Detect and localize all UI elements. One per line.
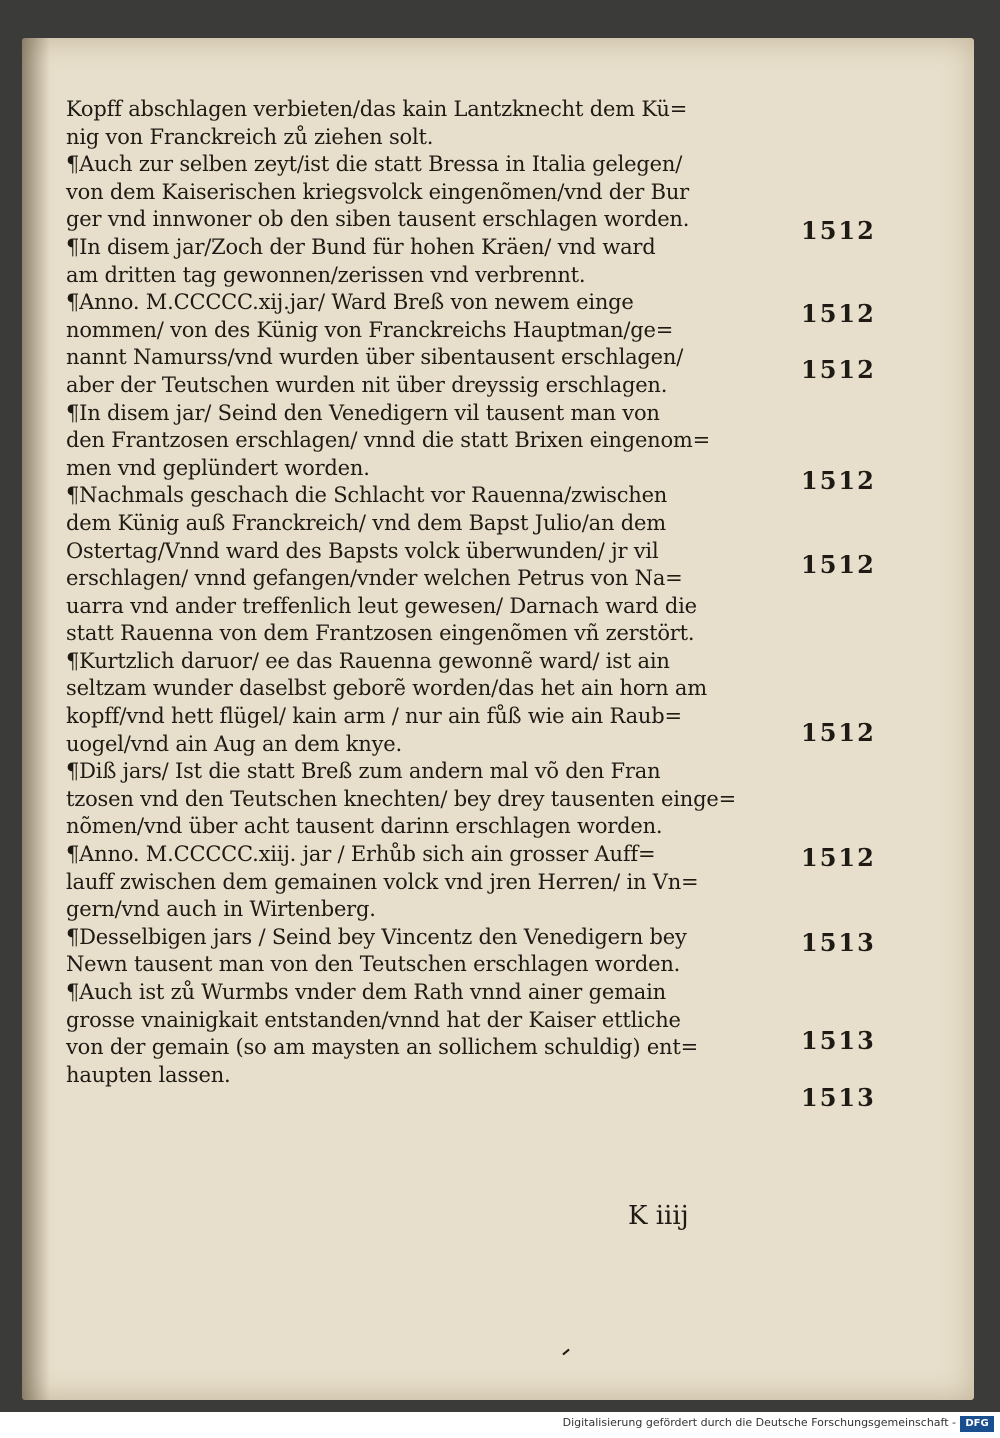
text-line: men vnd geplündert worden. <box>66 455 370 480</box>
margin-year: 1512 <box>801 466 876 495</box>
text-line: ¶Desselbigen jars / Seind bey Vincentz den Venedigern bey <box>66 924 687 949</box>
book-page <box>22 38 974 1400</box>
text-line: lauff zwischen dem gemainen volck vnd jren Herren/ in Vn= <box>66 869 699 894</box>
ink-speck <box>562 1349 569 1356</box>
text-line: von der gemain (so am maysten an sollichem schuldig) ent= <box>66 1035 699 1060</box>
text-line: Ostertag/Vnnd ward des Bapsts volck überwunden/ jr vil <box>66 538 659 563</box>
text-line: grosse vnainigkait entstanden/vnnd hat der Kaiser ettliche <box>66 1007 681 1032</box>
text-line: Kopff abschlagen verbieten/das kain Lantzknecht dem Kü= <box>66 97 688 121</box>
margin-year: 1512 <box>801 216 876 245</box>
dfg-logo: DFG <box>960 1416 994 1432</box>
footer-bar <box>0 1412 1000 1438</box>
text-line: nig von Franckreich zů ziehen solt. <box>66 124 434 149</box>
text-line: ¶Anno. M.CCCCC.xij.jar/ Ward Breß von newem einge <box>66 290 634 315</box>
text-line: statt Rauenna von dem Frantzosen eingenõmen vñ zerstört. <box>66 621 695 646</box>
text-line: ¶Auch ist zů Wurmbs vnder dem Rath vnnd ainer gemain <box>66 980 666 1004</box>
text-line: kopff/vnd hett flügel/ kain arm / nur ain fůß wie ain Raub= <box>66 704 682 729</box>
text-line: ¶In disem jar/Zoch der Bund für hohen Kräen/ vnd ward <box>66 234 656 259</box>
text-line: nommen/ von des Künig von Franckreichs Hauptman/ge= <box>66 317 674 342</box>
text-line: tzosen vnd den Teutschen knechten/ bey drey tausenten einge= <box>66 786 736 811</box>
margin-year: 1513 <box>801 928 876 957</box>
text-line: den Frantzosen erschlagen/ vnnd die statt Brixen eingenom= <box>66 428 711 453</box>
margin-year: 1513 <box>801 1026 876 1055</box>
page-gutter-shadow <box>22 38 50 1400</box>
text-line: ger vnd innwoner ob den siben tausent erschlagen worden. <box>66 207 690 232</box>
text-line: von dem Kaiserischen kriegsvolck eingenõmen/vnd der Bur <box>66 179 689 204</box>
text-line: haupten lassen. <box>66 1062 231 1087</box>
text-line: nannt Namurss/vnd wurden über sibentausent erschlagen/ <box>66 345 684 370</box>
text-line: dem Künig auß Franckreich/ vnd dem Bapst Julio/an dem <box>66 510 666 535</box>
margin-year: 1513 <box>801 1083 876 1112</box>
margin-year: 1512 <box>801 843 876 872</box>
text-line: erschlagen/ vnnd gefangen/vnder welchen Petrus von Na= <box>66 566 683 591</box>
margin-year: 1512 <box>801 355 876 384</box>
text-line: uogel/vnd ain Aug an dem knye. <box>66 731 402 756</box>
margin-year: 1512 <box>801 718 876 747</box>
margin-year: 1512 <box>801 550 876 579</box>
text-line: ¶Nachmals geschach die Schlacht vor Rauenna/zwischen <box>66 483 668 508</box>
text-line: aber der Teutschen wurden nit über dreyssig erschlagen. <box>66 372 668 397</box>
text-line: ¶Kurtzlich daruor/ ee das Rauenna gewonnẽ ward/ ist ain <box>66 648 670 673</box>
text-line: am dritten tag gewonnen/zerissen vnd verbrennt. <box>66 262 586 287</box>
text-block <box>66 96 796 1089</box>
text-line: uarra vnd ander treffenlich leut gewesen/ Darnach ward die <box>66 593 697 618</box>
text-line: ¶In disem jar/ Seind den Venedigern vil tausent man von <box>66 400 660 425</box>
text-line: seltzam wunder daselbst geborẽ worden/das het ain horn am <box>66 676 707 701</box>
funding-credit: Digitalisierung gefördert durch die Deutsche Forschungsgemeinschaft - <box>562 1416 956 1429</box>
text-line: ¶Diß jars/ Ist die statt Breß zum andern mal võ den Fran <box>66 759 661 784</box>
text-line: nõmen/vnd über acht tausent darinn erschlagen worden. <box>66 814 663 839</box>
text-line: ¶Auch zur selben zeyt/ist die statt Bressa in Italia gelegen/ <box>66 152 683 177</box>
text-line: gern/vnd auch in Wirtenberg. <box>66 897 376 922</box>
text-line: ¶Anno. M.CCCCC.xiij. jar / Erhůb sich ain grosser Auff= <box>66 842 656 867</box>
text-line: Newn tausent man von den Teutschen erschlagen worden. <box>66 952 681 977</box>
margin-year: 1512 <box>801 299 876 328</box>
signature-mark: K iiij <box>628 1201 689 1231</box>
